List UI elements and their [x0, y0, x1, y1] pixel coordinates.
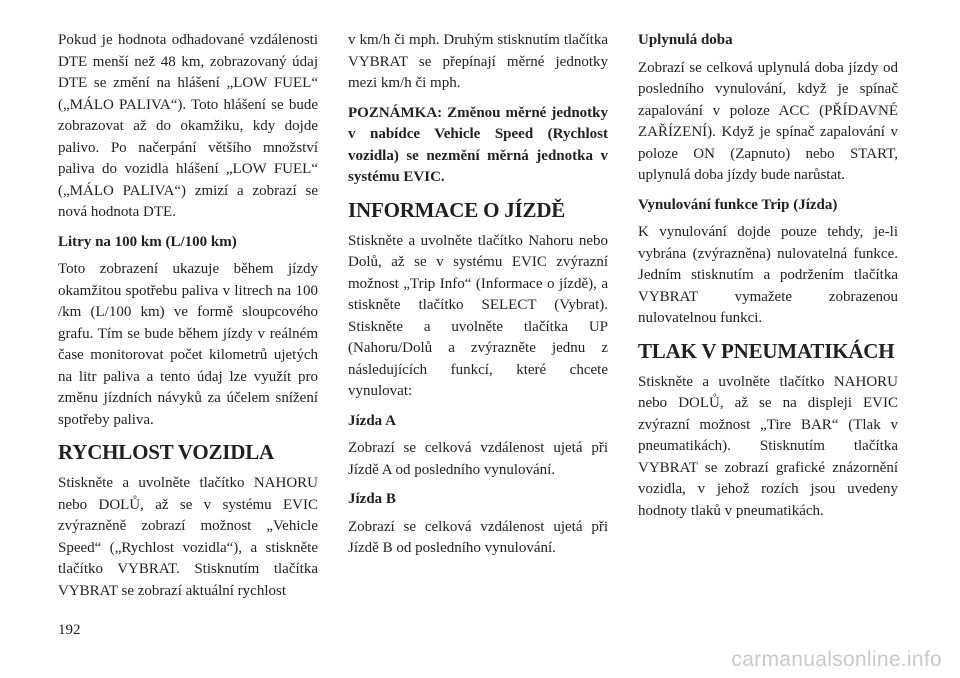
- text-column-2: [348, 30, 608, 568]
- page-number: 192: [58, 622, 81, 638]
- heading-trip-info: INFORMACE O JÍZDĚ: [348, 197, 566, 222]
- subheading-elapsed-time: Uplynulá doba: [638, 32, 733, 48]
- text-column-1: [58, 30, 318, 610]
- subheading-liters-per-100km: Litry na 100 km (L/100 km): [58, 233, 237, 250]
- watermark: carmanualsonline.info: [731, 648, 942, 671]
- subheading-trip-reset: Vynulování funkce Trip (Jízda): [638, 196, 838, 213]
- paragraph-speed-units: v km/h či mph. Druhým stisknutím tlačítka VYBRAT se přepínají měrné jednotky mezi km/h či mph.: [348, 32, 608, 91]
- heading-tire-pressure: TLAK V PNEUMATIKÁCH: [638, 338, 895, 363]
- subheading-trip-a: Jízda A: [348, 412, 396, 429]
- text-column-3: [638, 30, 898, 530]
- paragraph-dte-low-fuel: Pokud je hodnota odhadované vzdálenosti DTE menší než 48 km, zobrazovaný údaj DTE se změní na hlášení „LOW FUEL“ („MÁLO PALIVA“). Toto hlášení se bude zobrazovat až do okamžiku, kdy dojde palivo. Po načerpání většího množství paliva do vozidla hlášení „LOW FUEL“ („MÁLO PALIVA“) zmizí a zobrazí se nová hodnota DTE.: [58, 32, 318, 220]
- note-speed-units: POZNÁMKA: Změnou měrné jednotky v nabídce Vehicle Speed (Rychlost vozidla) se nezmění měrná jednotka v systému EVIC.: [348, 104, 608, 185]
- paragraph-vehicle-speed: Stiskněte a uvolněte tlačítko NAHORU nebo DOLŮ, až se v systému EVIC zvýrazněně zobrazí možnost „Vehicle Speed“ („Rychlost vozidla“), a stiskněte tlačítko VYBRAT. Stisknutím tlačítka VYBRAT se zobrazí aktuální rychlost: [58, 475, 318, 599]
- subheading-trip-b: Jízda B: [348, 491, 396, 507]
- paragraph-trip-info: Stiskněte a uvolněte tlačítko Nahoru nebo Dolů, až se v systému EVIC zvýrazní možnost „Trip Info“ (Informace o jízdě), a stiskněte tlačítko SELECT (Vybrat). Stiskněte a uvolněte tlačítka UP (Nahoru/Dolů a zvýrazněte jednu z následujících funkcí, které chcete vynulovat:: [348, 232, 608, 399]
- paragraph-fuel-consumption: Toto zobrazení ukazuje během jízdy okamžitou spotřebu paliva v litrech na 100 /km (L/100 km) ve formě sloupcového grafu. Tím se bude během jízdy v reálném čase monitorovat počet kilometrů ujetých na litr paliva a tento údaj lze využít pro změnu jízdních návyků za účelem snížení spotřeby paliva.: [58, 261, 318, 428]
- paragraph-tire-pressure: Stiskněte a uvolněte tlačítko NAHORU nebo DOLŮ, až se na displeji EVIC zvýrazní možnost „Tire BAR“ (Tlak v pneumatikách). Stisknutím tlačítka VYBRAT se zobrazí grafické znázornění vozidla, v jehož rozích jsou uvedeny hodnoty tlaků v pneumatikách.: [638, 373, 898, 519]
- paragraph-trip-a: Zobrazí se celková vzdálenost ujetá při Jízdě A od posledního vynulování.: [348, 440, 608, 478]
- paragraph-trip-b: Zobrazí se celková vzdálenost ujetá při Jízdě B od posledního vynulování.: [348, 518, 608, 556]
- paragraph-trip-reset: K vynulování dojde pouze tehdy, je-li vybrána (zvýrazněna) nulovatelná funkce. Jedním stisknutím a podržením tlačítka VYBRAT vymažete zobrazenou nulovatelnou funkci.: [638, 224, 898, 326]
- heading-vehicle-speed: RYCHLOST VOZIDLA: [58, 440, 275, 464]
- paragraph-elapsed-time: Zobrazí se celková uplynulá doba jízdy od posledního vynulování, když je spínač zapalování v poloze ACC (PŘÍDAVNÉ ZAŘÍZENÍ). Když je spínač zapalování v poloze ON (Zapnuto) nebo START, uplynulá doba jízdy bude narůstat.: [638, 59, 898, 183]
